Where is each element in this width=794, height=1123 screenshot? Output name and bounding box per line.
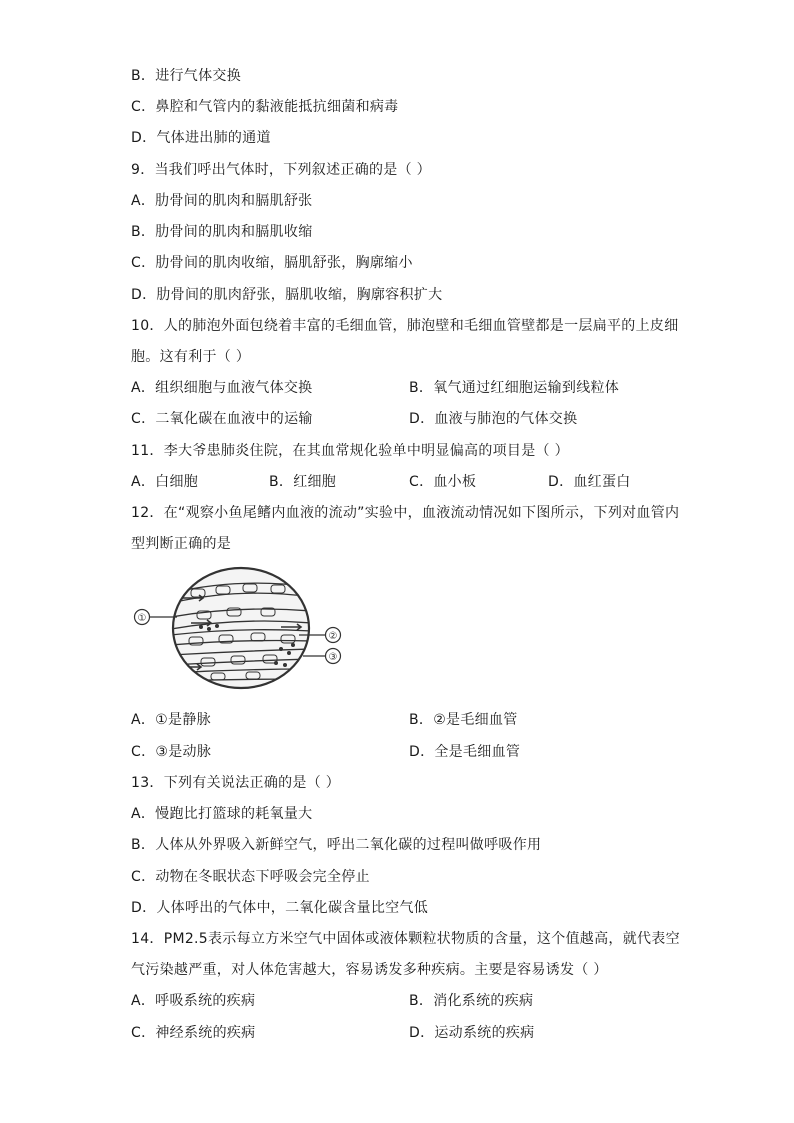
question-11: 11．李大爷患肺炎住院，在其血常规化验单中明显偏高的项目是（ ） bbox=[131, 443, 569, 459]
option-a: A．白细胞 bbox=[131, 474, 199, 490]
question-9: 9．当我们呼出气体时，下列叙述正确的是（ ） bbox=[131, 162, 431, 178]
option-b: B．氧气通过红细胞运输到线粒体 bbox=[409, 380, 620, 396]
option-line: D．人体呼出的气体中，二氧化碳含量比空气低 bbox=[131, 900, 429, 916]
option-d: D．血红蛋白 bbox=[548, 474, 631, 490]
option-line: A．慢跑比打篮球的耗氧量大 bbox=[131, 806, 313, 822]
option-line: C．鼻腔和气管内的黏液能抵抗细菌和病毒 bbox=[131, 99, 399, 115]
option-b: B．消化系统的疾病 bbox=[409, 993, 534, 1009]
option-line: D．肋骨间的肌肉舒张，膈肌收缩，胸廓容积扩大 bbox=[131, 287, 443, 303]
option-d: D．全是毛细血管 bbox=[409, 744, 521, 760]
option-line: B．进行气体交换 bbox=[131, 68, 242, 84]
option-c: C．③是动脉 bbox=[131, 744, 212, 760]
option-line: B．肋骨间的肌肉和膈肌收缩 bbox=[131, 224, 313, 240]
option-d: D．运动系统的疾病 bbox=[409, 1025, 535, 1041]
question-10: 10．人的肺泡外面包绕着丰富的毛细血管，肺泡壁和毛细血管壁都是一层扁平的上皮细 bbox=[131, 318, 679, 334]
question-10-cont: 胞。这有利于（ ） bbox=[131, 349, 251, 365]
option-b: B．②是毛细血管 bbox=[409, 712, 518, 728]
question-12: 12．在“观察小鱼尾鳍内血液的流动”实验中，血液流动情况如下图所示，下列对血管内 bbox=[131, 505, 680, 521]
option-a: A．呼吸系统的疾病 bbox=[131, 993, 256, 1009]
option-a: A．①是静脉 bbox=[131, 712, 211, 728]
option-b: B．红细胞 bbox=[269, 474, 337, 490]
question-12-cont: 型判断正确的是 bbox=[131, 536, 232, 552]
option-line: C．动物在冬眠状态下呼吸会完全停止 bbox=[131, 869, 370, 885]
blood-vessel-figure bbox=[131, 565, 346, 695]
option-c: C．二氧化碳在血液中的运输 bbox=[131, 411, 313, 427]
option-c: C．血小板 bbox=[409, 474, 477, 490]
question-13: 13．下列有关说法正确的是（ ） bbox=[131, 775, 341, 791]
option-line: B．人体从外界吸入新鲜空气，呼出二氧化碳的过程叫做呼吸作用 bbox=[131, 837, 542, 853]
figure-label-3: ③ bbox=[328, 652, 338, 663]
option-d: D．血液与肺泡的气体交换 bbox=[409, 411, 578, 427]
option-line: A．肋骨间的肌肉和膈肌舒张 bbox=[131, 193, 313, 209]
figure-label-2: ② bbox=[328, 631, 338, 642]
option-c: C．神经系统的疾病 bbox=[131, 1025, 256, 1041]
option-line: D．气体进出肺的通道 bbox=[131, 130, 271, 146]
option-line: C．肋骨间的肌肉收缩，膈肌舒张，胸廓缩小 bbox=[131, 255, 413, 271]
option-a: A．组织细胞与血液气体交换 bbox=[131, 380, 313, 396]
question-14-cont: 气污染越严重，对人体危害越大，容易诱发多种疾病。主要是容易诱发（ ） bbox=[131, 962, 608, 978]
figure-label-1: ① bbox=[137, 613, 147, 624]
question-14: 14．PM2.5表示每立方米空气中固体或液体颗粒状物质的含量，这个值越高，就代表空 bbox=[131, 931, 680, 947]
